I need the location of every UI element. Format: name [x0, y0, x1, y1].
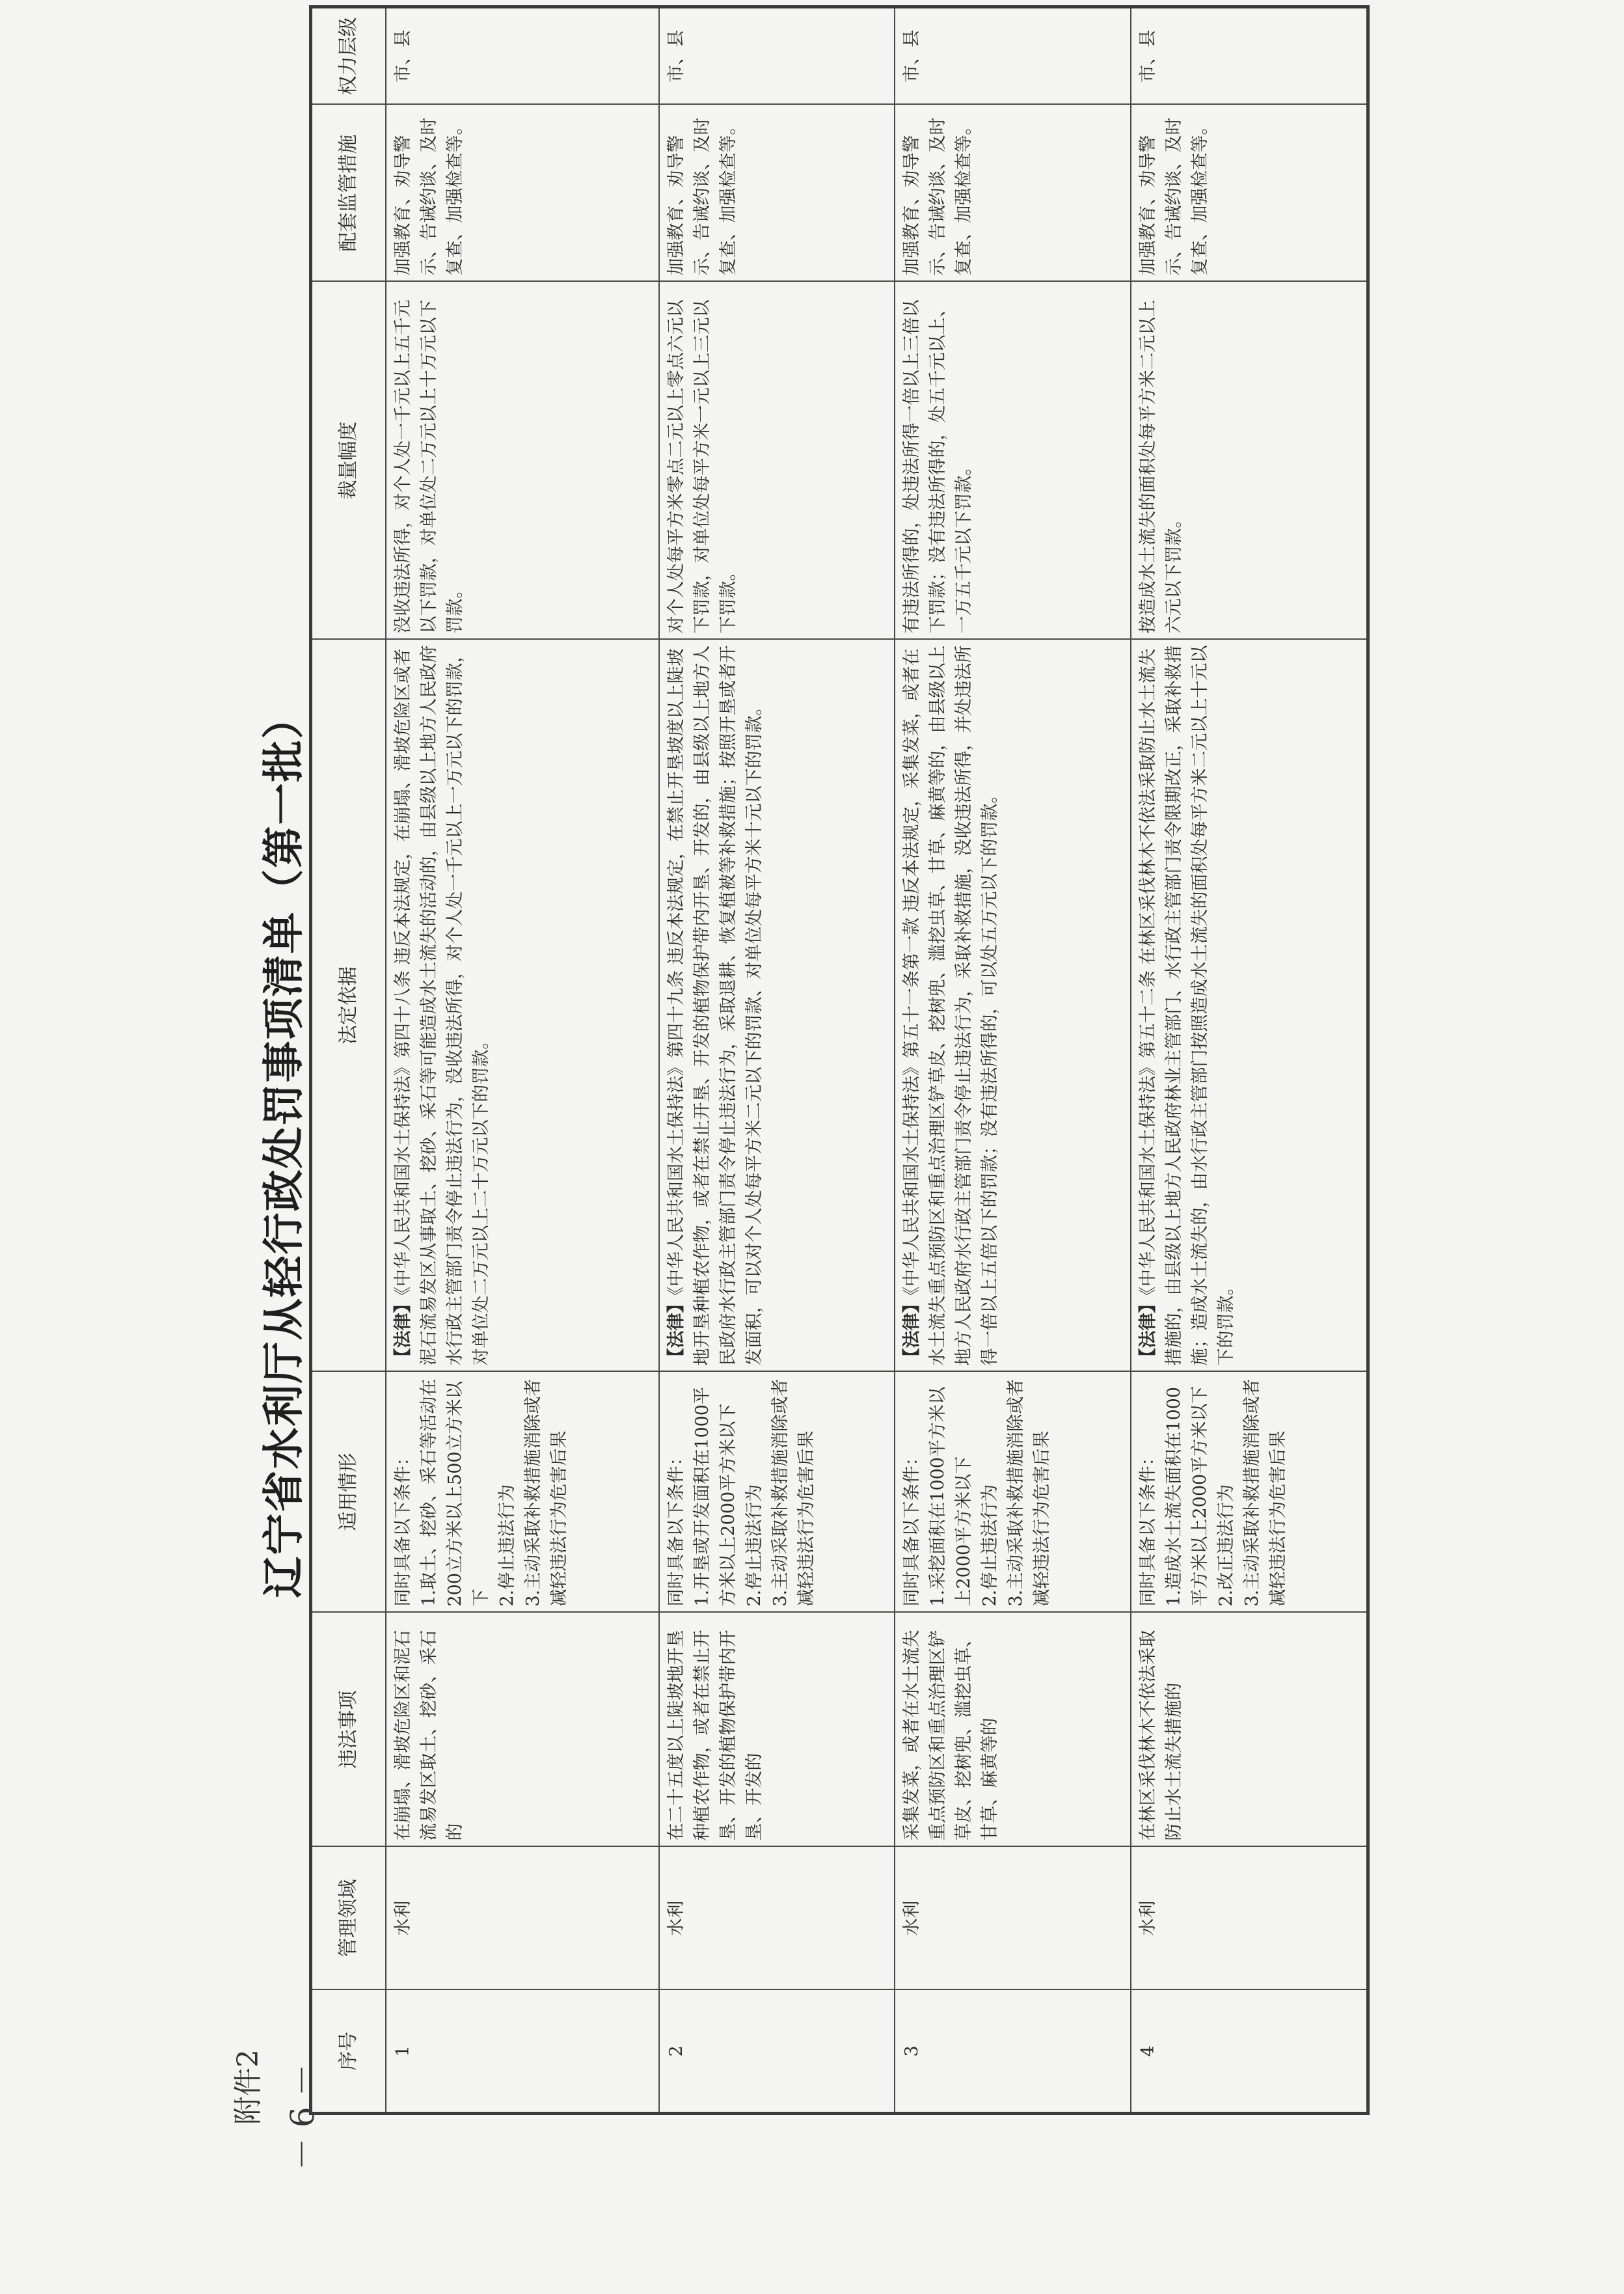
row-conditions: 同时具备以下条件： 1.造成水土流失面积在1000平方米以上2000平方米以下 2.改正违法行为 3.主动采取补救措施消除或者减轻违法行为危害后果 — [1131, 1372, 1368, 1613]
row-no: 4 — [1131, 1990, 1368, 2114]
header-no: 序号 — [311, 1990, 386, 2114]
row-conditions: 同时具备以下条件： 1.开垦或开发面积在1000平方米以上2000平方米以下 2.停止违法行为 3.主动采取补救措施消除或者减轻违法行为危害后果 — [659, 1372, 895, 1613]
basis-text: 《中华人民共和国水土保持法》第四十八条 违反本法规定，在崩塌、滑坡危险区或者泥石流易发区从事取土、挖砂、采石等可能造成水土流失的活动的，由县级以上地方人民政府水行政主管部门责令停止违法行为，没收违法所得，对个人处一千元以上一万元以下的罚款，对单位处二万元以上二十万元以下的罚款。 — [393, 645, 491, 1366]
row-measures: 加强教育、劝导警示、告诫约谈、及时复查、加强检查等。 — [1131, 105, 1368, 282]
row-no: 3 — [895, 1990, 1131, 2114]
row-domain: 水利 — [386, 1847, 659, 1990]
row-level: 市、县 — [1131, 7, 1368, 105]
row-measures: 加强教育、劝导警示、告诫约谈、及时复查、加强检查等。 — [659, 105, 895, 282]
law-tag: 【法律】 — [393, 1295, 413, 1366]
table-row — [386, 7, 659, 2114]
row-level: 市、县 — [659, 7, 895, 105]
law-tag: 【法律】 — [902, 1295, 923, 1366]
row-discretion: 有违法所得的，处违法所得一倍以上三倍以下罚款；没有违法所得的，处五千元以上、一万五千元以下罚款。 — [895, 282, 1131, 640]
row-violation: 在林区采伐林木不依法采取防止水土流失措施的 — [1131, 1613, 1368, 1847]
header-violation: 违法事项 — [311, 1613, 386, 1847]
attachment-label: 附件2 — [232, 2049, 265, 2125]
row-basis — [386, 640, 659, 1372]
header-level: 权力层级 — [311, 7, 386, 105]
row-discretion: 没收违法所得，对个人处一千元以上五千元以下罚款，对单位处二万元以上十万元以下罚款。 — [386, 282, 659, 640]
basis-text: 《中华人民共和国水土保持法》第四十九条 违反本法规定，在禁止开垦坡度以上陡坡地开垦种植农作物，或者在禁止开垦、开发的植物保护带内开垦、开发的，由县级以上地方人民政府水行政主管部门责令停止违法行为，采取退耕、恢复植被等补救措施；按照开垦或者开发面积，可以对个人处每平方米二元以下的罚款、对单位处每平方米十元以下的罚款。 — [666, 645, 765, 1366]
row-domain: 水利 — [659, 1847, 895, 1990]
row-discretion: 对个人处每平方米零点二元以上零点六元以下罚款，对单位处每平方米一元以上三元以下罚款。 — [659, 282, 895, 640]
row-level: 市、县 — [895, 7, 1131, 105]
basis-text: 《中华人民共和国水土保持法》第五十一条第一款 违反本法规定，采集发菜，或者在水土流失重点预防区和重点治理区铲草皮、挖树兜、滥挖虫草、甘草、麻黄等的，由县级以上地方人民政府水行政主管部门责令停止违法行为，采取补救措施，没收违法所得，并处违法所得一倍以上五倍以下的罚款；没有违法所得的，可以处五万元以下的罚款。 — [902, 645, 1001, 1366]
law-tag: 【法律】 — [1137, 1295, 1158, 1366]
row-discretion: 按造成水土流失的面积处每平方米二元以上六元以下罚款。 — [1131, 282, 1368, 640]
table-row — [895, 7, 1131, 2114]
row-basis — [659, 640, 895, 1372]
header-measures: 配套监管措施 — [311, 105, 386, 282]
document-title: 辽宁省水利厅从轻行政处罚事项清单（第一批） — [260, 696, 308, 1598]
row-violation: 在二十五度以上陡坡地开垦种植农作物，或者在禁止开垦、开发的植物保护带内开垦、开发的 — [659, 1613, 895, 1847]
header-discretion: 裁量幅度 — [311, 282, 386, 640]
row-domain: 水利 — [895, 1847, 1131, 1990]
header-conditions: 适用情形 — [311, 1372, 386, 1613]
row-level: 市、县 — [386, 7, 659, 105]
basis-text: 《中华人民共和国水土保持法》第五十二条 在林区采伐林木不依法采取防止水土流失措施的，由县级以上地方人民政府林业主管部门、水行政主管部门责令限期改正，采取补救措施；造成水土流失的，由水行政主管部门按照造成水土流失的面积处每平方米二元以上十元以下的罚款。 — [1137, 645, 1236, 1366]
row-conditions: 同时具备以下条件： 1.取土、挖砂、采石等活动在200立方米以上500立方米以下 2.停止违法行为 3.主动采取补救措施消除或者减轻违法行为危害后果 — [386, 1372, 659, 1613]
row-conditions: 同时具备以下条件： 1.采挖面积在1000平方米以上2000平方米以下 2.停止违法行为 3.主动采取补救措施消除或者减轻违法行为危害后果 — [895, 1372, 1131, 1613]
row-measures: 加强教育、劝导警示、告诫约谈、及时复查、加强检查等。 — [895, 105, 1131, 282]
row-no: 2 — [659, 1990, 895, 2114]
table-header-row — [311, 7, 386, 2114]
row-no: 1 — [386, 1990, 659, 2114]
row-measures: 加强教育、劝导警示、告诫约谈、及时复查、加强检查等。 — [386, 105, 659, 282]
table-row — [659, 7, 895, 2114]
row-basis — [1131, 640, 1368, 1372]
row-violation: 在崩塌、滑坡危险区和泥石流易发区取土、挖砂、采石的 — [386, 1613, 659, 1847]
page-number: － 6 － — [284, 2064, 321, 2170]
row-domain: 水利 — [1131, 1847, 1368, 1990]
header-domain: 管理领域 — [311, 1847, 386, 1990]
table-row — [1131, 7, 1368, 2114]
header-basis: 法定依据 — [311, 640, 386, 1372]
row-violation: 采集发菜，或者在水土流失重点预防区和重点治理区铲草皮、挖树兜、滥挖虫草、甘草、麻黄等的 — [895, 1613, 1131, 1847]
row-basis — [895, 640, 1131, 1372]
law-tag: 【法律】 — [666, 1295, 686, 1366]
penalty-table — [309, 5, 1370, 2115]
